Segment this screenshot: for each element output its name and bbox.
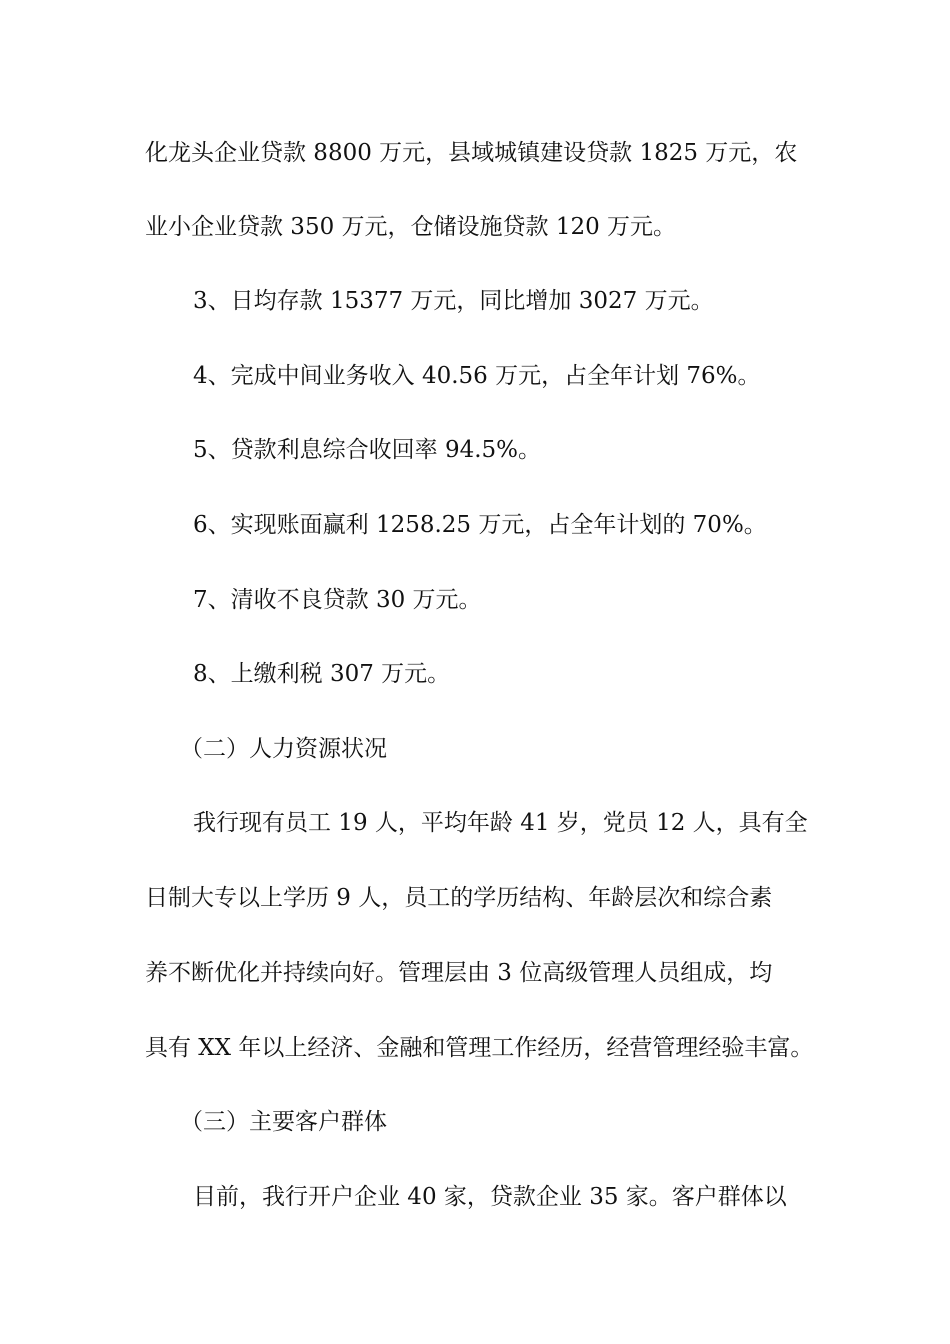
section-heading: （二）人力资源状况 [180,736,387,762]
paragraph-line: 目前，我行开户企业 40 家，贷款企业 35 家。客户群体以 [193,1184,787,1210]
list-item: 6、实现账面赢利 1258.25 万元，占全年计划的 70%。 [193,512,767,538]
section-heading: （三）主要客户群体 [180,1109,387,1135]
list-item: 4、完成中间业务收入 40.56 万元，占全年计划 76%。 [193,363,761,389]
list-item: 5、贷款利息综合收回率 94.5%。 [193,437,542,463]
paragraph-line: 养不断优化并持续向好。管理层由 3 位高级管理人员组成，均 [145,960,773,986]
paragraph-line: 具有 XX 年以上经济、金融和管理工作经历，经营管理经验丰富。 [145,1035,814,1061]
list-item: 7、清收不良贷款 30 万元。 [193,587,482,613]
paragraph-line: 我行现有员工 19 人，平均年龄 41 岁，党员 12 人，具有全 [193,810,808,836]
paragraph-line: 业小企业贷款 350 万元，仓储设施贷款 120 万元。 [145,214,677,240]
list-item: 8、上缴利税 307 万元。 [193,661,451,687]
paragraph-line: 化龙头企业贷款 8800 万元，县域城镇建设贷款 1825 万元，农 [145,140,798,166]
paragraph-line: 日制大专以上学历 9 人，员工的学历结构、年龄层次和综合素 [145,885,773,911]
list-item: 3、日均存款 15377 万元，同比增加 3027 万元。 [193,288,714,314]
